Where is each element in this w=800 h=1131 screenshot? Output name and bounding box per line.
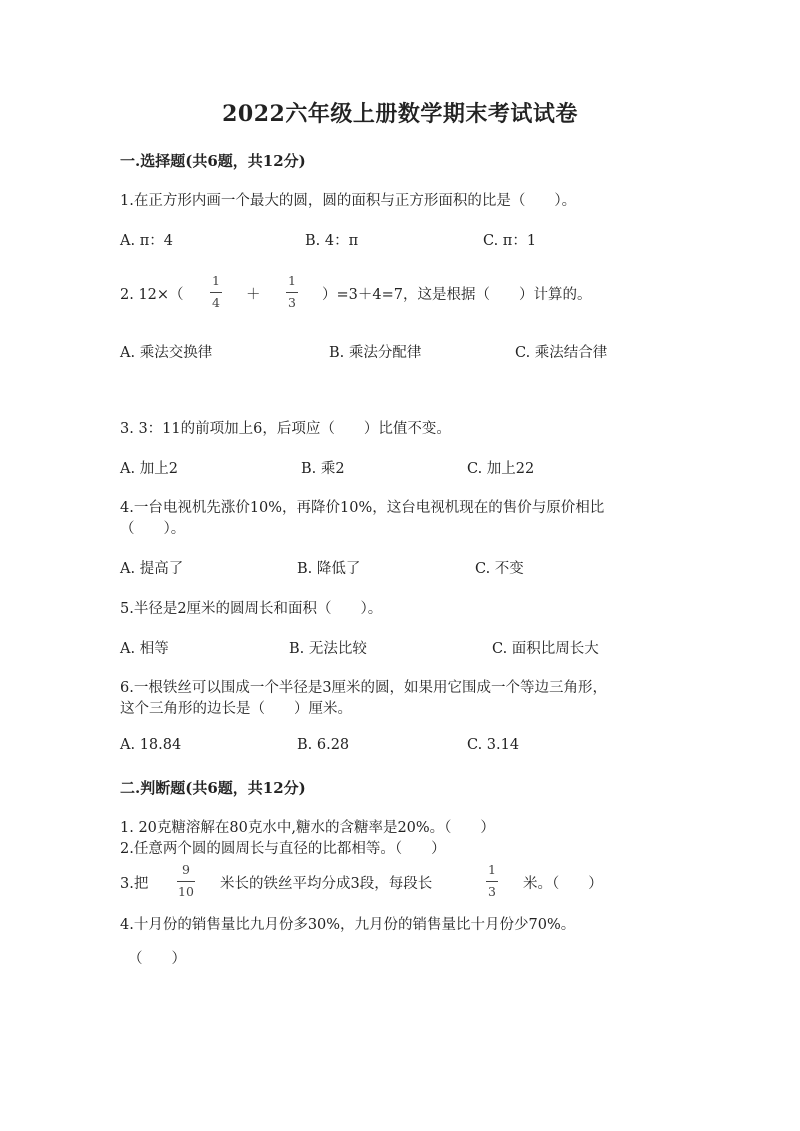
option-1-2-b: B. 乘法分配律 [329,345,422,361]
section1-heading: 一.选择题(共6题，共12分) [120,152,306,170]
option-1-6-b: B. 6.28 [297,737,350,753]
question-1-4-line2: （ ）。 [120,521,186,537]
option-1-2-c: C. 乘法结合律 [515,345,608,361]
question-1-4-line1: 4.一台电视机先涨价10%，再降价10%，这台电视机现在的售价与原价相比 [120,500,605,516]
option-1-3-c: C. 加上22 [467,461,535,477]
option-1-6-c: C. 3.14 [467,737,520,753]
fraction-numerator: 9 [182,862,190,877]
question-1-5: 5.半径是2厘米的圆周长和面积（ ）。 [120,601,383,617]
judge-question-3-suffix: 米。（ ） [523,876,603,892]
fraction-one-quarter [210,275,222,309]
option-1-5-a: A. 相等 [120,641,169,657]
plus-sign: ＋ [246,287,261,303]
option-1-1-a: A. π：4 [120,233,173,249]
fraction-denominator: 4 [212,294,220,310]
option-1-4-b: B. 降低了 [297,561,361,577]
fraction-denominator: 3 [488,883,496,899]
fraction-bar [177,881,195,882]
fraction-numerator: 1 [212,273,220,288]
fraction-bar [486,881,498,882]
question-1-1: 1.在正方形内画一个最大的圆，圆的面积与正方形面积的比是（ ）。 [120,193,577,209]
fraction-denominator: 3 [288,294,296,310]
judge-question-2: 2.任意两个圆的圆周长与直径的比都相等。（ ） [120,841,446,857]
judge-question-3-middle: 米长的铁丝平均分成3段，每段长 [220,876,433,892]
fraction-numerator: 1 [488,862,496,877]
option-1-5-b: B. 无法比较 [289,641,367,657]
option-1-6-a: A. 18.84 [120,737,182,753]
fraction-bar [210,292,222,293]
question-1-6-line1: 6.一根铁丝可以围成一个半径是3厘米的圆，如果用它围成一个等边三角形， [120,680,608,696]
judge-question-4-line2: （ ） [128,951,186,967]
judge-question-3-prefix: 3.把 [120,876,149,892]
question-1-6-line2: 这个三角形的边长是（ ）厘米。 [120,701,352,717]
option-1-4-c: C. 不变 [475,561,524,577]
fraction-numerator: 1 [288,273,296,288]
fraction-bar [286,292,298,293]
option-1-4-a: A. 提高了 [120,561,184,577]
option-1-5-c: C. 面积比周长大 [492,641,599,657]
judge-question-1: 1. 20克糖溶解在80克水中,糖水的含糖率是20%。（ ） [120,820,495,836]
fraction-one-third [286,275,298,309]
option-1-1-c: C. π：1 [483,233,537,249]
question-1-2-suffix: ）=3＋4=7，这是根据（ ）计算的。 [322,287,592,303]
option-1-3-b: B. 乘2 [301,461,345,477]
option-1-3-a: A. 加上2 [120,461,178,477]
fraction-denominator: 10 [178,883,194,899]
option-1-1-b: B. 4：π [305,233,359,249]
question-1-3: 3. 3：11的前项加上6，后项应（ ）比值不变。 [120,421,451,437]
question-1-2-prefix: 2. 12×（ [120,287,184,303]
option-1-2-a: A. 乘法交换律 [120,345,213,361]
section2-heading: 二.判断题(共6题，共12分) [120,779,306,797]
fraction-one-third-b [486,864,498,898]
fraction-nine-tenths [177,864,195,898]
judge-question-4-line1: 4.十月份的销售量比九月份多30%，九月份的销售量比十月份少70%。 [120,917,576,933]
page-title: 2022六年级上册数学期末考试试卷 [222,101,578,127]
